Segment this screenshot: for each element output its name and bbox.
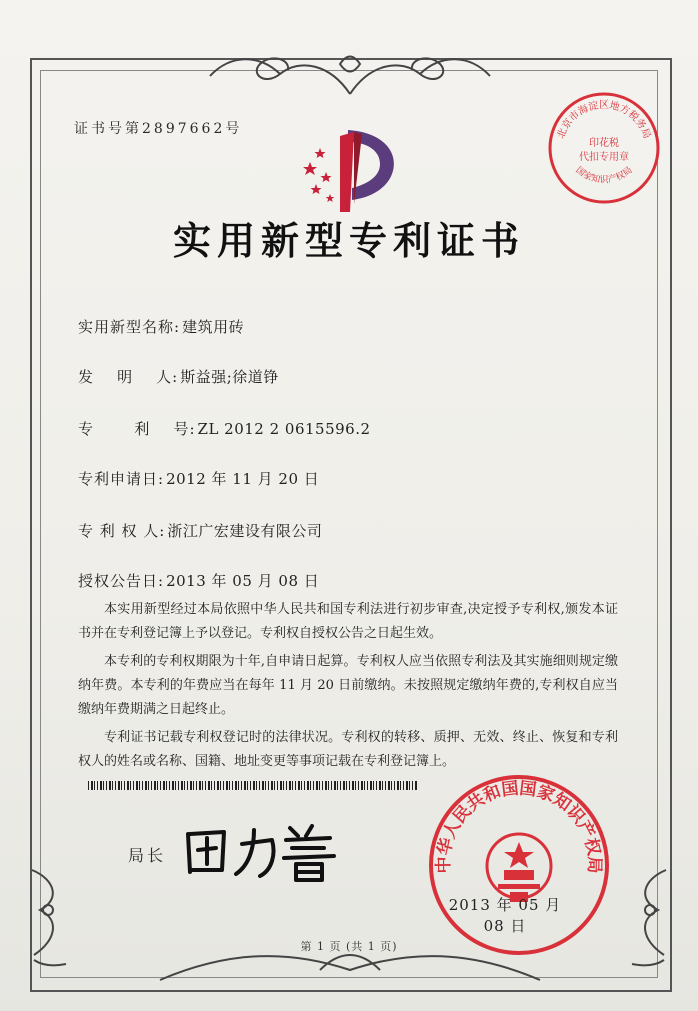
certificate-number: 证书号第2897662号 xyxy=(74,121,243,137)
svg-text:印花税: 印花税 xyxy=(589,138,619,149)
field-value: 2013 年 05 月 08 日 xyxy=(166,572,320,590)
field-utility-model-name xyxy=(78,316,244,337)
field-label: 专利申请日: xyxy=(78,470,165,488)
field-value: ZL 2012 2 0615596.2 xyxy=(197,420,371,438)
field-value: 建筑用砖 xyxy=(182,318,245,336)
top-ornament-icon xyxy=(190,44,510,104)
tax-stamp-seal-icon xyxy=(544,88,664,208)
field-label: 专 利 权 人: xyxy=(78,522,166,540)
certificate-body xyxy=(78,598,618,774)
field-label: 发 明 人: xyxy=(78,368,179,386)
field-grant-date xyxy=(78,570,319,591)
body-paragraph: 本实用新型经过本局依照中华人民共和国专利法进行初步审查,决定授予专利权,颁发本证书并在专利登记簿上予以登记。专利权自授权公告之日起生效。 xyxy=(78,602,618,641)
field-application-date xyxy=(78,468,319,489)
certificate-title: 实用新型专利证书 xyxy=(172,218,525,263)
field-label: 授权公告日: xyxy=(78,572,165,590)
svg-text:中华人民共和国国家知识产权局: 中华人民共和国国家知识产权局 xyxy=(433,778,605,874)
director-label: 局长 xyxy=(128,846,167,865)
page-footer: 第 1 页 (共 1 页) xyxy=(300,940,398,953)
field-inventor xyxy=(78,366,279,387)
field-patent-number xyxy=(78,418,371,439)
svg-text:国家知识产权局: 国家知识产权局 xyxy=(573,165,635,186)
field-value: 浙江广宏建设有限公司 xyxy=(167,522,323,540)
stamp-date: 2013 年 05 月 08 日 xyxy=(448,896,562,935)
svg-text:代扣专用章: 代扣专用章 xyxy=(579,152,629,163)
barcode xyxy=(88,781,418,790)
field-patentee xyxy=(78,520,322,541)
field-label: 专 利 号: xyxy=(78,420,196,438)
field-label: 实用新型名称: xyxy=(78,318,181,336)
patent-office-logo-icon xyxy=(296,122,406,214)
field-value: 2012 年 11 月 20 日 xyxy=(166,470,320,488)
svg-text:北京市海淀区地方税务局: 北京市海淀区地方税务局 xyxy=(555,100,653,141)
field-value: 斯益强;徐道铮 xyxy=(180,368,279,386)
director-signature-icon xyxy=(180,814,340,884)
body-paragraph: 本专利的专利权期限为十年,自申请日起算。专利权人应当依照专利法及其实施细则规定缴纳年费。本专利的年费应当在每年 11 月 20 日前缴纳。未按照规定缴纳年费的,专利权自应当缴纳年费期满之日起终止。 xyxy=(78,654,618,717)
body-paragraph: 专利证书记载专利权登记时的法律状况。专利权的转移、质押、无效、终止、恢复和专利权人的姓名或名称、国籍、地址变更等事项记载在专利登记簿上。 xyxy=(78,730,618,769)
